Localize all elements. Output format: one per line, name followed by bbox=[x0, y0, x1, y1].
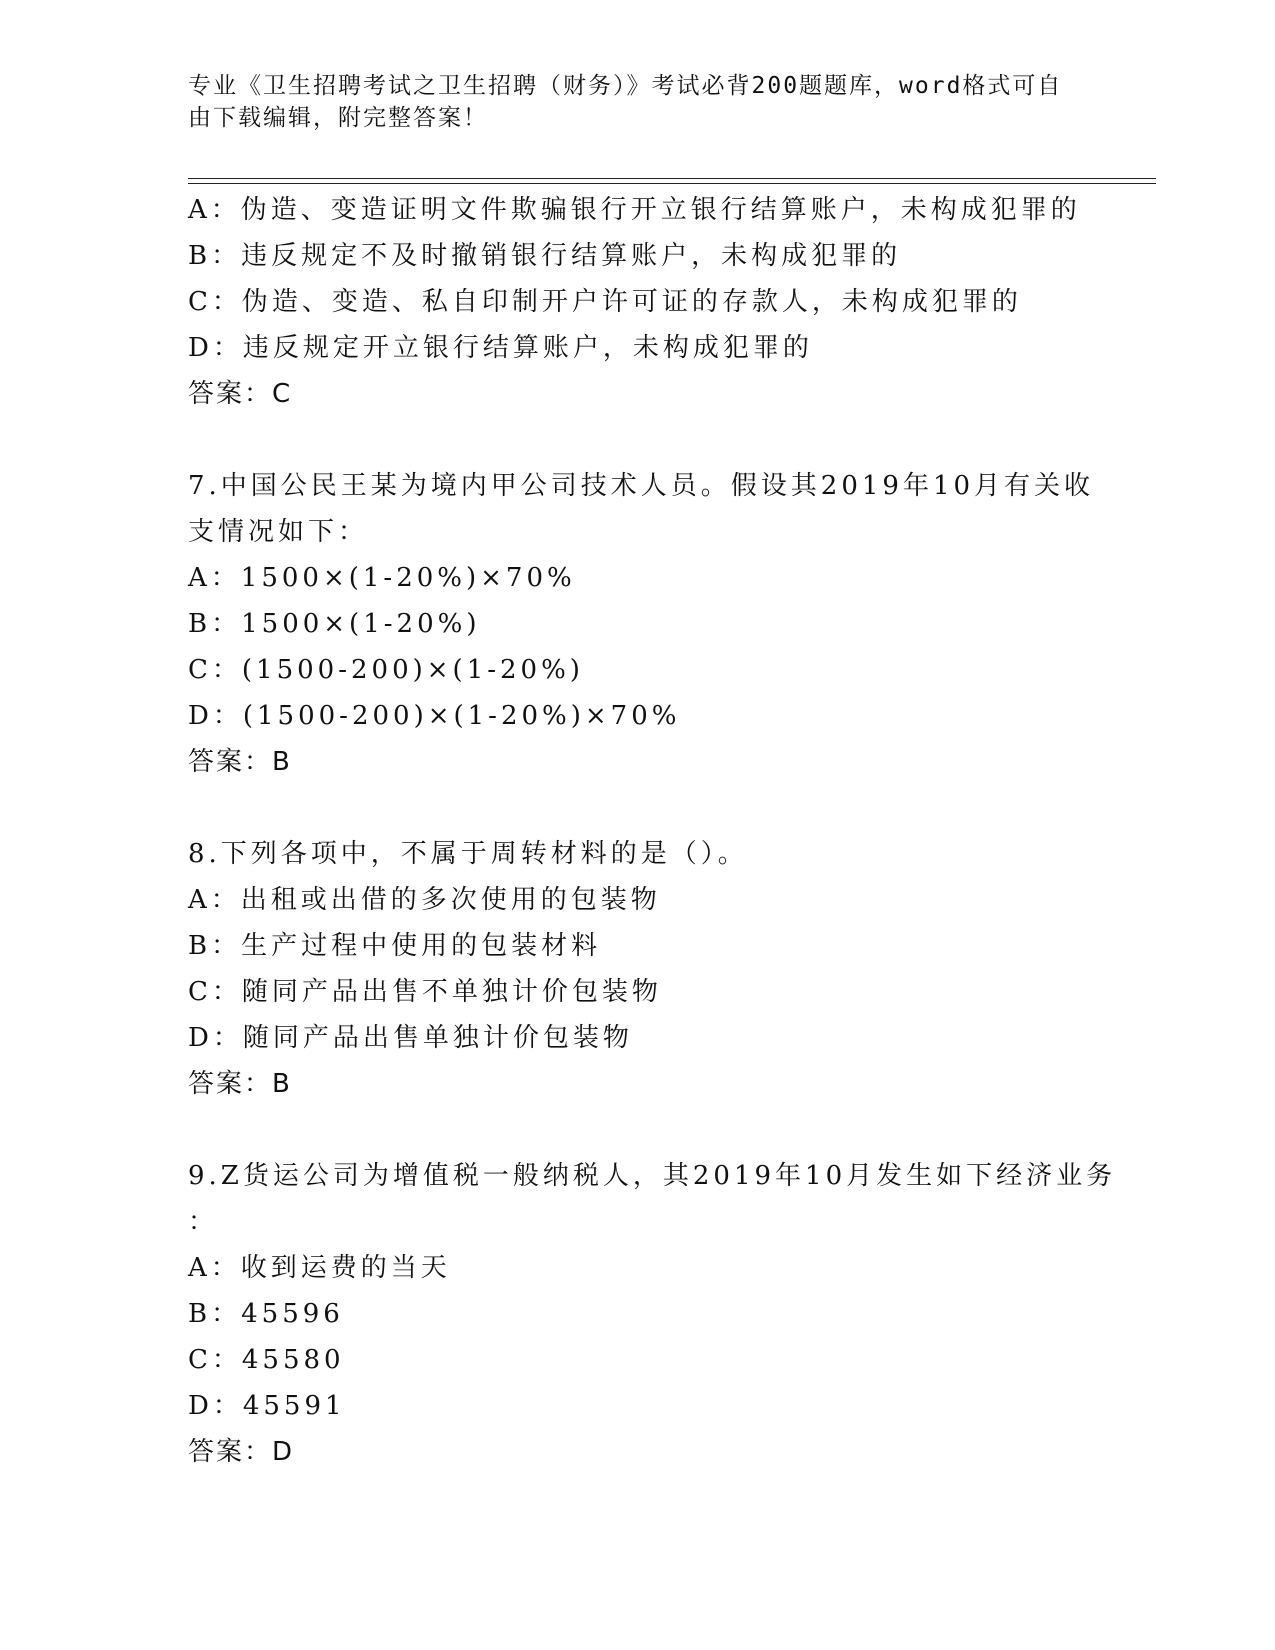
question-text-line-2: 支情况如下： bbox=[188, 517, 369, 547]
option-c: C：45580 bbox=[188, 1345, 345, 1375]
option-b: B：违反规定不及时撤销银行结算账户，未构成犯罪的 bbox=[188, 241, 902, 271]
question-9 bbox=[188, 1153, 1156, 1475]
answer: 答案：B bbox=[188, 1069, 292, 1099]
option-a: A：1500×(1-20%)×70% bbox=[188, 563, 576, 593]
option-d: D：违反规定开立银行结算账户，未构成犯罪的 bbox=[188, 333, 813, 363]
option-d: D：45591 bbox=[188, 1391, 346, 1421]
question-6 bbox=[188, 187, 1156, 417]
option-d: D：随同产品出售单独计价包装物 bbox=[188, 1023, 633, 1053]
answer: 答案：B bbox=[188, 747, 292, 777]
document-header bbox=[188, 70, 1068, 134]
option-a: A：伪造、变造证明文件欺骗银行开立银行结算账户，未构成犯罪的 bbox=[188, 195, 1081, 225]
option-b: B：1500×(1-20%) bbox=[188, 609, 481, 639]
spacer bbox=[188, 1107, 1156, 1153]
option-d: D：(1500-200)×(1-20%)×70% bbox=[188, 701, 681, 731]
header-divider-top bbox=[188, 178, 1156, 179]
question-7 bbox=[188, 463, 1156, 785]
question-text-line-1: 9.Z货运公司为增值税一般纳税人，其2019年10月发生如下经济业务 bbox=[188, 1161, 1117, 1191]
spacer bbox=[188, 417, 1156, 463]
header-line-2: 由下载编辑，附完整答案！ bbox=[188, 105, 488, 131]
question-list bbox=[188, 187, 1156, 1475]
header-divider-bottom bbox=[188, 183, 1156, 184]
answer: 答案：C bbox=[188, 379, 293, 409]
question-text-line-1: 8.下列各项中，不属于周转材料的是（）。 bbox=[188, 839, 748, 869]
header-line-1: 专业《卫生招聘考试之卫生招聘（财务）》考试必背200题题库，word格式可自 bbox=[188, 73, 1063, 99]
option-a: A：收到运费的当天 bbox=[188, 1253, 451, 1283]
question-text-line-2: ： bbox=[188, 1207, 219, 1237]
option-c: C：伪造、变造、私自印制开户许可证的存款人，未构成犯罪的 bbox=[188, 287, 1022, 317]
option-c: C：(1500-200)×(1-20%) bbox=[188, 655, 584, 685]
spacer bbox=[188, 785, 1156, 831]
question-8 bbox=[188, 831, 1156, 1107]
option-b: B：生产过程中使用的包装材料 bbox=[188, 931, 602, 961]
answer: 答案：D bbox=[188, 1437, 295, 1467]
question-text-line-1: 7.中国公民王某为境内甲公司技术人员。假设其2019年10月有关收 bbox=[188, 471, 1095, 501]
option-a: A：出租或出借的多次使用的包装物 bbox=[188, 885, 661, 915]
option-b: B：45596 bbox=[188, 1299, 344, 1329]
option-c: C：随同产品出售不单独计价包装物 bbox=[188, 977, 662, 1007]
